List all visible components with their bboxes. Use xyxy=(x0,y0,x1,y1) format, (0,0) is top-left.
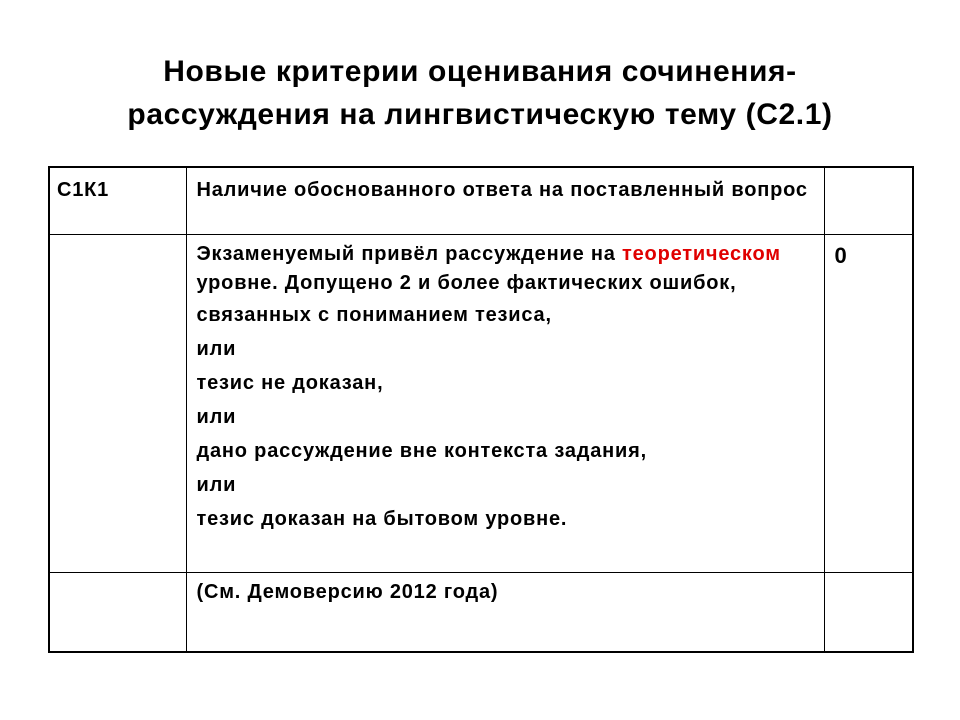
cell-empty-score xyxy=(824,573,913,653)
slide-title-line-1: Новые критерии оценивания сочинения- xyxy=(163,55,797,88)
demoversion-note: (См. Демоверсию 2012 года) xyxy=(196,581,499,603)
table-row-description xyxy=(49,235,913,573)
criterion-name: Наличие обоснованного ответа на поставленный вопрос xyxy=(196,179,808,201)
criteria-table xyxy=(48,166,914,653)
description-intro xyxy=(197,240,816,298)
description-or-3: или xyxy=(196,474,237,496)
description-or-1: или xyxy=(196,338,237,360)
cell-description xyxy=(186,235,824,573)
description-everyday-level: тезис доказан на бытовом уровне. xyxy=(196,508,568,530)
description-block xyxy=(187,235,824,536)
description-thesis-understanding: связанных с пониманием тезиса, xyxy=(196,304,552,326)
description-part-2: уровне. Допущено 2 и более фактических ошибок, xyxy=(196,243,794,294)
description-out-of-context: дано рассуждение вне контекста задания, xyxy=(196,440,647,462)
cell-criterion-code xyxy=(49,167,186,235)
cell-criterion-name xyxy=(186,167,824,235)
description-part-1: Экзаменуемый привёл рассуждение на xyxy=(196,243,623,265)
cell-empty-code-2 xyxy=(49,573,186,653)
highlight-theoretical: теоретическом xyxy=(622,243,781,265)
description-or-2: или xyxy=(196,406,237,428)
slide-title xyxy=(30,50,930,136)
criterion-code: С1К1 xyxy=(57,179,110,201)
cell-score xyxy=(824,235,913,573)
cell-note xyxy=(186,573,824,653)
cell-empty-code xyxy=(49,235,186,573)
score-value: 0 xyxy=(834,243,848,268)
cell-score-header xyxy=(824,167,913,235)
description-not-proven: тезис не доказан, xyxy=(196,372,384,394)
slide-title-line-2: рассуждения на лингвистическую тему (С2.1) xyxy=(127,98,833,131)
table-row-note xyxy=(49,573,913,653)
table-row-header xyxy=(49,167,913,235)
